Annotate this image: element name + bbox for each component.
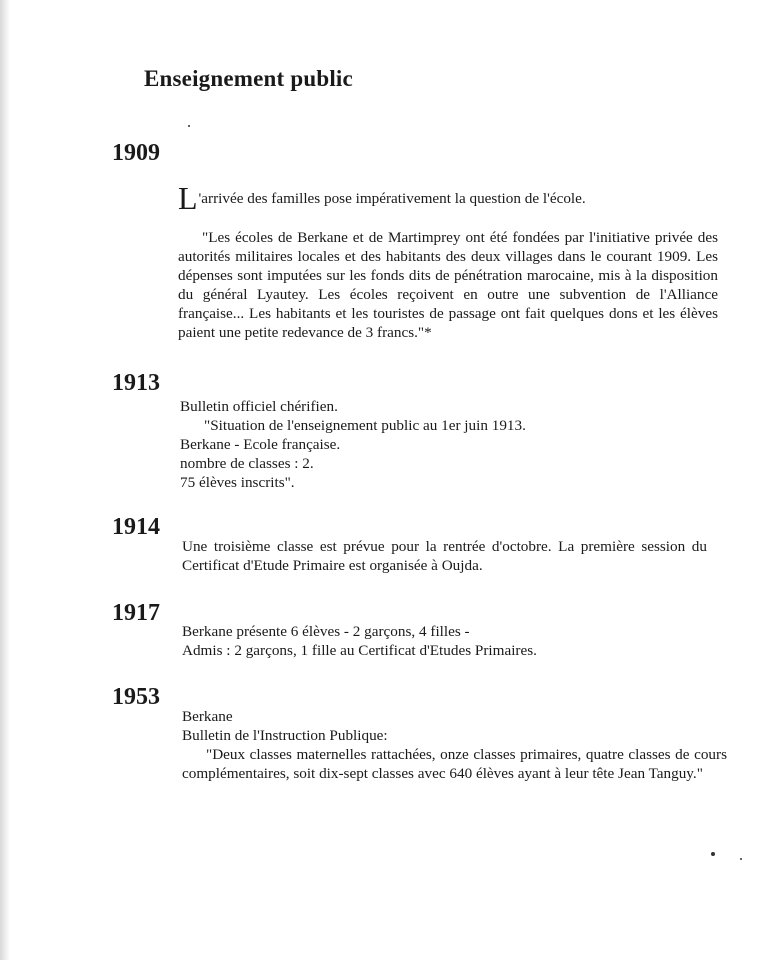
entry-1953-line: Berkane — [182, 708, 233, 725]
entry-1913 — [180, 397, 700, 492]
entry-1909-quote-text: "Les écoles de Berkane et de Martimprey ont été fondées par l'initiative privée des autorités militaires locales et des habitants des deux villages dans le courant 1909. Les dépenses sont imputées sur les fonds dits de pénétration marocaine, mis à la disposition du général Lyautey. Les écoles reçoivent en outre une subvention de l'Alliance française... Les habitants et les touristes de passage ont fait quelques dons et les élèves paient une petite redevance de 3 francs."* — [178, 229, 718, 341]
entry-1913-line: 75 élèves inscrits". — [180, 474, 295, 491]
entry-1917-line: Admis : 2 garçons, 1 fille au Certificat d'Etudes Primaires. — [182, 642, 537, 659]
entry-1909 — [178, 180, 723, 216]
entry-1914 — [182, 537, 707, 575]
entry-1953-quote: "Deux classes maternelles rattachées, onze classes primaires, quatre classes de cours complémentaires, soit dix-sept classes avec 640 élèves ayant à leur tête Jean Tanguy." — [182, 746, 727, 782]
year-heading-1909: 1909 — [112, 140, 160, 166]
entry-1917-line: Berkane présente 6 élèves - 2 garçons, 4 filles - — [182, 623, 470, 640]
scan-speck — [740, 858, 742, 860]
entry-1909-intro-text: 'arrivée des familles pose impérativement la question de l'école. — [198, 190, 586, 207]
entry-1913-line: Bulletin officiel chérifien. — [180, 398, 338, 415]
year-heading-1917: 1917 — [112, 600, 160, 626]
year-heading-1913: 1913 — [112, 370, 160, 396]
entry-1913-line: "Situation de l'enseignement public au 1er juin 1913. — [204, 417, 526, 434]
scan-edge-shadow — [0, 0, 10, 960]
entry-1917 — [182, 622, 702, 660]
entry-1913-line: nombre de classes : 2. — [180, 455, 314, 472]
scan-speck — [188, 125, 190, 127]
year-heading-1914: 1914 — [112, 514, 160, 540]
entry-1909-quote — [178, 228, 718, 342]
page-title: Enseignement public — [144, 66, 353, 91]
entry-1913-line: Berkane - Ecole française. — [180, 436, 341, 453]
entry-1953 — [182, 707, 727, 783]
drop-cap: L — [178, 180, 198, 216]
entry-1914-text: Une troisième classe est prévue pour la rentrée d'octobre. La première session du Certificat d'Etude Primaire est organisée à Oujda. — [182, 538, 707, 574]
year-heading-1953: 1953 — [112, 684, 160, 710]
scan-speck — [711, 852, 715, 856]
entry-1953-line: Bulletin de l'Instruction Publique: — [182, 727, 388, 744]
entry-1909-intro — [178, 180, 723, 216]
